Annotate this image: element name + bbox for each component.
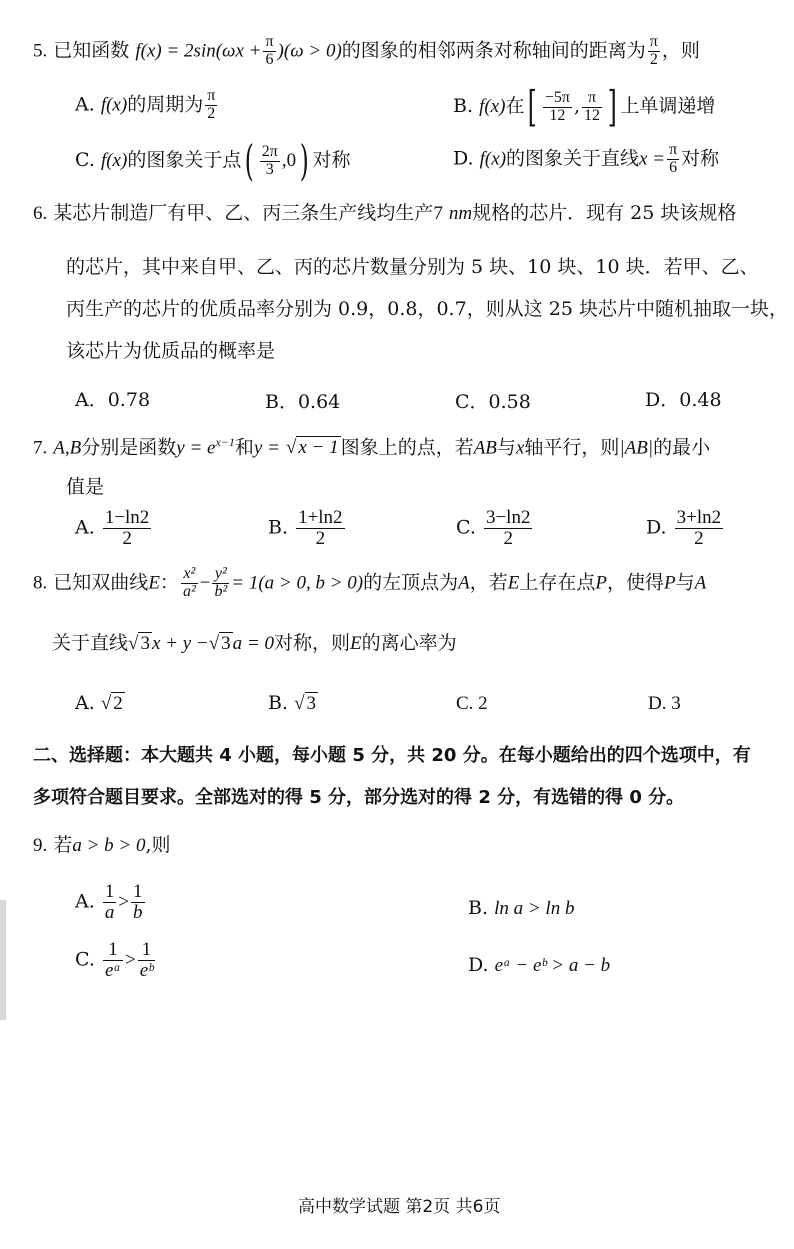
q8-option-d[interactable]: D. 3 [648, 693, 681, 714]
q6-line3: 丙生产的芯片的优质品率分别为 0.9，0.8，0.7，则从这 25 块芯片中随机抽取一块， [66, 298, 788, 320]
section2-heading-line2: 多项符合题目要求。全部选对的得 5 分，部分选对的得 2 分，有选错的得 0 分。 [33, 787, 685, 808]
q8-option-b[interactable]: B. √ 3 [268, 692, 316, 714]
q6-line1: 6. 某芯片制造厂有甲、乙、丙三条生产线均生产7 nm规格的芯片．现有 25 块该规格 [33, 202, 737, 224]
q8-stem: 8. 已知双曲线E： $\frac{\text{x²}}{\text{a²}}$ − $\frac{\text{y²}}{\text{b²}}$ = 1(a > 0, b > 0)的左顶点为A，若E上存在点P，使得P与A [33, 565, 707, 600]
q5-pi-over-6: $\frac{\pi}{6}$ [265, 33, 274, 68]
q9-option-b[interactable]: B. ln a > ln b [468, 897, 575, 919]
q6-option-c[interactable]: C．0.58 [455, 391, 531, 413]
q7-line2: 值是 [66, 476, 105, 498]
q7-option-c[interactable]: C. $\frac{3-\ln 2}{2}$ [456, 507, 531, 549]
q8-line2: 关于直线√ 3 x + y −√ 3 a = 0对称，则E的离心率为 [52, 632, 457, 654]
q9-option-a[interactable]: A. $\frac{1}{a}$ > $\frac{1}{b}$ [75, 881, 143, 923]
q5-option-a[interactable]: A. f(x)的周期为 $\frac{\pi}{2}$ [75, 87, 216, 122]
q7-option-a[interactable]: A. $\frac{1-\ln 2}{2}$ [75, 507, 150, 549]
q7-option-b[interactable]: B. $\frac{1+\ln 2}{2}$ [268, 507, 343, 549]
q5-option-b[interactable]: B. f(x)在[ $\frac{-5\pi}{12}$ , $\frac{\pi}{12}$ ] 上单调递增 [453, 82, 716, 131]
q6-option-d[interactable]: D．0.48 [645, 389, 722, 411]
q5-stem: 5. 已知函数 f(x) = 2sin(ωx + $\frac{\pi}{6}$ )(ω > 0)的图象的相邻两条对称轴间的距离为 $\frac{\pi}{2}$ ，则 [33, 33, 700, 68]
q8-option-a[interactable]: A. √ 2 [75, 692, 123, 714]
section2-heading-line1: 二、选择题：本大题共 4 小题，每小题 5 分，共 20 分。在每小题给出的四个选项中，有 [33, 745, 751, 766]
q6-option-a[interactable]: A．0.78 [75, 389, 151, 411]
page-footer: 高中数学试题 第2页 共6页 [298, 1197, 501, 1217]
q5-pi-over-2: $\frac{\pi}{2}$ [649, 33, 658, 68]
q9-option-c[interactable]: C. $\frac{1}{\text{eᵃ}}$ > $\frac{1}{\text{eᵇ}}$ [75, 939, 154, 981]
q7-stem: 7. A,B分别是函数$y = e^{x-1}$和y = √ x − 1 图象上的点，若AB与x轴平行，则|AB|的最小 [33, 435, 711, 459]
q9-stem: 9. 若a > b > 0,则 [33, 834, 171, 856]
q6-line4: 该芯片为优质品的概率是 [66, 340, 276, 362]
q5-option-d[interactable]: D. f(x)的图象关于直线x = $\frac{\pi}{6}$ 对称 [453, 141, 720, 176]
q7-option-d[interactable]: D. $\frac{3+\ln 2}{2}$ [646, 507, 722, 549]
q6-option-b[interactable]: B．0.64 [265, 391, 341, 413]
q6-line2: 的芯片，其中来自甲、乙、丙的芯片数量分别为 5 块、10 块、10 块．若甲、乙、 [66, 256, 759, 278]
q8-option-c[interactable]: C. 2 [456, 693, 488, 714]
scan-edge-shadow [0, 900, 6, 1020]
q5-option-c[interactable]: C. f(x)的图象关于点( $\frac{2\pi}{3}$ ,0) 对称 [75, 136, 351, 185]
q9-option-d[interactable]: D. eᵃ − eᵇ > a − b [468, 954, 611, 976]
